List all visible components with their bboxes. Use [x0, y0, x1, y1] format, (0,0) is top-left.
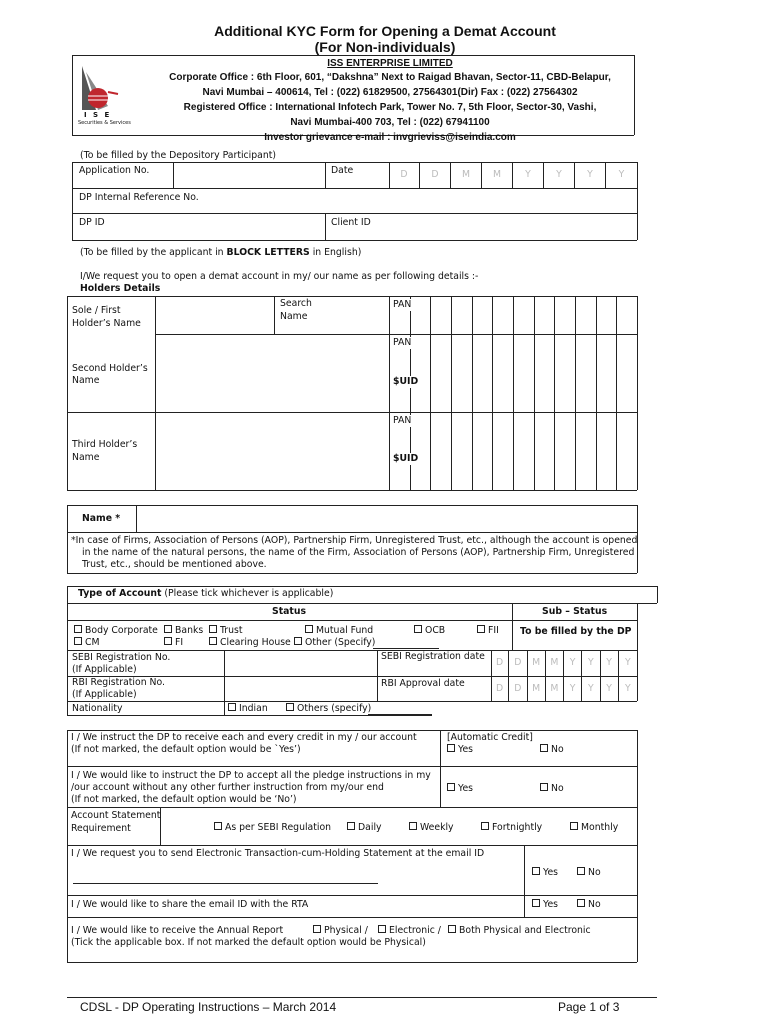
credit-text-1: I / We instruct the DP to receive each and every credit in my / our account: [71, 732, 417, 743]
char-cell-divider: [616, 296, 617, 334]
logo-letters: I S E: [84, 111, 112, 119]
sebi-reg-field[interactable]: [226, 652, 375, 674]
char-cell-divider: [534, 412, 535, 490]
credit-text-2: (If not marked, the default option would be `Yes’): [71, 744, 301, 755]
option-mutual-fund[interactable]: Mutual Fund: [305, 625, 373, 637]
option-monthly[interactable]: Monthly: [570, 822, 618, 834]
option-others-nationality[interactable]: Others (specify): [286, 703, 371, 715]
dp-id-label: DP ID: [79, 217, 105, 228]
date-cell[interactable]: Y: [564, 676, 582, 701]
date-cell[interactable]: Y: [625, 683, 631, 694]
char-cell-divider: [596, 412, 597, 490]
option-other[interactable]: Other (Specify): [294, 637, 375, 649]
checkbox-icon: [409, 822, 417, 830]
second-holder-label-2: Name: [72, 375, 100, 386]
date-label: Date: [331, 165, 354, 176]
pledge-no[interactable]: No: [540, 783, 564, 795]
option-fii[interactable]: FII: [477, 625, 499, 637]
char-cell-divider: [430, 296, 431, 334]
checkbox-icon: [540, 783, 548, 791]
search-name-label-2: Name: [280, 311, 308, 322]
option-banks[interactable]: Banks: [164, 625, 203, 637]
char-cell-divider: [451, 296, 452, 334]
sub-status-heading: Sub – Status: [542, 606, 608, 617]
date-cell[interactable]: M: [528, 650, 546, 676]
email-statement-yes[interactable]: Yes: [532, 867, 558, 879]
date-cell[interactable]: Y: [618, 169, 625, 180]
date-cell[interactable]: Y: [513, 162, 544, 188]
char-cell-divider: [451, 412, 452, 490]
share-email-text: I / We would like to share the email ID with the RTA: [71, 899, 309, 910]
rbi-reg-field[interactable]: [226, 678, 375, 699]
checkbox-icon: [305, 625, 313, 633]
option-fi[interactable]: FI: [164, 637, 183, 649]
second-holder-pan-uid-grid[interactable]: [389, 334, 637, 412]
checkbox-icon: [532, 867, 540, 875]
pledge-yes[interactable]: Yes: [447, 783, 473, 795]
date-cell[interactable]: Y: [601, 650, 619, 676]
checkbox-icon: [570, 822, 578, 830]
checkbox-icon: [164, 625, 172, 633]
request-text: I/We request you to open a demat account in my/ our name as per following details :-: [80, 271, 479, 282]
annual-report-text: I / We would like to receive the Annual Report: [71, 925, 284, 936]
third-holder-name-field[interactable]: [157, 414, 387, 488]
char-cell-divider: [472, 334, 473, 412]
first-holder-label-1: Sole / First: [72, 305, 121, 316]
option-trust[interactable]: Trust: [209, 625, 243, 637]
checkbox-icon: [214, 822, 222, 830]
corporate-office-line1: Corporate Office : 6th Floor, 601, “Dakshna” Next to Raigad Bhavan, Sector-11, CBD-Belapur,: [169, 72, 611, 83]
checkbox-icon: [447, 744, 455, 752]
date-cell[interactable]: D: [389, 162, 420, 188]
date-cell[interactable]: M: [528, 676, 546, 701]
company-name: ISS ENTERPRISE LIMITED: [327, 58, 453, 69]
date-cell[interactable]: M: [546, 676, 564, 701]
credit-no[interactable]: No: [540, 744, 564, 756]
form-subtitle: (For Non-individuals): [314, 39, 456, 55]
footnote-line2: in the name of the natural persons, the name of the Firm, Association of Persons (AOP), Partnership Firm, Unregistered: [82, 547, 635, 558]
share-email-no[interactable]: No: [577, 899, 601, 911]
checkbox-icon: [228, 703, 236, 711]
second-holder-name-field[interactable]: [157, 336, 387, 410]
pledge-text-1: I / We would like to instruct the DP to accept all the pledge instructions in my: [71, 770, 431, 781]
char-cell-divider: [534, 334, 535, 412]
second-uid-label: $UID: [393, 376, 422, 388]
corporate-office-line2: Navi Mumbai – 400614, Tel : (022) 61829500, 27564301(Dir) Fax : (022) 27564302: [202, 87, 578, 98]
option-cm[interactable]: CM: [74, 637, 100, 649]
checkbox-icon: [414, 625, 422, 633]
sebi-reg-date-label: SEBI Registration date: [381, 651, 485, 662]
date-cell[interactable]: Y: [582, 676, 600, 701]
date-cell[interactable]: D: [420, 162, 451, 188]
auto-credit-label: [Automatic Credit]: [447, 732, 533, 743]
checkbox-icon: [378, 925, 386, 933]
option-electronic[interactable]: Electronic /: [378, 925, 441, 937]
rbi-approval-label: RBI Approval date: [381, 678, 465, 689]
checkbox-icon: [294, 637, 302, 645]
option-body-corporate[interactable]: Body Corporate: [74, 625, 158, 637]
date-cell[interactable]: D: [491, 650, 509, 676]
date-cell[interactable]: Y: [544, 162, 575, 188]
char-cell-divider: [575, 412, 576, 490]
checkbox-icon: [164, 637, 172, 645]
char-cell-divider: [492, 412, 493, 490]
date-field[interactable]: [389, 162, 637, 188]
char-cell-divider: [575, 296, 576, 334]
sebi-reg-label-2: (If Applicable): [72, 664, 137, 675]
type-of-account-heading: Type of Account (Please tick whichever is applicable): [78, 588, 334, 599]
checkbox-icon: [74, 625, 82, 633]
checkbox-icon: [74, 637, 82, 645]
date-cell[interactable]: D: [491, 676, 509, 701]
pledge-text-3: (If not marked, the default option would be ‘No’): [71, 794, 297, 805]
dp-note: (To be filled by the Depository Participant): [80, 150, 277, 161]
date-cell[interactable]: Y: [625, 657, 631, 668]
char-cell-divider: [575, 334, 576, 412]
date-cell[interactable]: M: [451, 162, 482, 188]
date-cell[interactable]: M: [546, 650, 564, 676]
third-uid-label: $UID: [393, 453, 422, 465]
option-physical[interactable]: Physical /: [313, 925, 368, 937]
dp-internal-ref-label: DP Internal Reference No.: [79, 192, 199, 203]
char-cell-divider: [492, 296, 493, 334]
char-cell-divider: [472, 412, 473, 490]
registered-office-line1: Registered Office : International Infotech Park, Tower No. 7, 5th Floor, Sector-30, Vashi,: [183, 102, 597, 113]
page-number: Page 1 of 3: [558, 1000, 620, 1014]
nationality-label: Nationality: [72, 703, 123, 714]
share-email-yes[interactable]: Yes: [532, 899, 558, 911]
sebi-reg-date-field[interactable]: [491, 650, 637, 676]
checkbox-icon: [532, 899, 540, 907]
checkbox-icon: [577, 867, 585, 875]
option-indian[interactable]: Indian: [228, 703, 268, 715]
option-weekly[interactable]: Weekly: [409, 822, 454, 834]
form-title: Additional KYC Form for Opening a Demat Account: [214, 23, 556, 39]
pledge-text-2: /our account without any other further instruction from my/our end: [71, 782, 384, 793]
client-id-field[interactable]: [390, 214, 635, 238]
dp-id-field[interactable]: [150, 214, 320, 238]
date-cell[interactable]: Y: [582, 650, 600, 676]
first-holder-pan-grid[interactable]: [389, 296, 637, 334]
option-ocb[interactable]: OCB: [414, 625, 445, 637]
char-cell-divider: [451, 334, 452, 412]
checkbox-icon: [577, 899, 585, 907]
credit-yes[interactable]: Yes: [447, 744, 473, 756]
option-as-per-sebi[interactable]: As per SEBI Regulation: [214, 822, 331, 834]
annual-report-note: (Tick the applicable box. If not marked the default option would be Physical): [71, 937, 426, 948]
application-no-field[interactable]: [174, 163, 324, 187]
company-logo: [78, 62, 138, 128]
email-id-field[interactable]: [73, 866, 378, 882]
date-cell[interactable]: M: [482, 162, 513, 188]
checkbox-icon: [481, 822, 489, 830]
char-cell-divider: [596, 334, 597, 412]
date-cell[interactable]: Y: [601, 676, 619, 701]
rbi-reg-label-2: (If Applicable): [72, 689, 137, 700]
checkbox-icon: [540, 744, 548, 752]
first-holder-label-2: Holder’s Name: [72, 318, 141, 329]
first-holder-name-field[interactable]: [157, 298, 272, 332]
char-cell-divider: [513, 412, 514, 490]
char-cell-divider: [430, 412, 431, 490]
second-holder-label-1: Second Holder’s: [72, 363, 148, 374]
entity-name-field[interactable]: [138, 507, 635, 530]
rbi-approval-date-field[interactable]: [491, 676, 637, 701]
rbi-reg-label-1: RBI Registration No.: [72, 677, 165, 688]
statement-label-2: Requirement: [71, 823, 131, 834]
checkbox-icon: [313, 925, 321, 933]
holders-details-heading: Holders Details: [80, 283, 161, 294]
checkbox-icon: [286, 703, 294, 711]
date-cell[interactable]: Y: [564, 650, 582, 676]
date-cell[interactable]: Y: [575, 162, 606, 188]
checkbox-icon: [447, 783, 455, 791]
registered-office-line2: Navi Mumbai-400 703, Tel : (022) 67941100: [290, 117, 490, 128]
footer-left: CDSL - DP Operating Instructions – March 2014: [80, 1000, 337, 1014]
to-be-filled-by-dp: To be filled by the DP: [520, 626, 632, 637]
email-statement-no[interactable]: No: [577, 867, 601, 879]
char-cell-divider: [472, 296, 473, 334]
third-holder-label-1: Third Holder’s: [72, 439, 138, 450]
statement-label-1: Account Statement: [71, 810, 161, 821]
char-cell-divider: [534, 296, 535, 334]
checkbox-icon: [347, 822, 355, 830]
date-cell[interactable]: D: [509, 650, 527, 676]
char-cell-divider: [554, 334, 555, 412]
logo-tagline: Securities & Services: [78, 120, 131, 126]
char-cell-divider: [513, 296, 514, 334]
third-holder-pan-uid-grid[interactable]: [389, 412, 637, 490]
application-no-label: Application No.: [79, 165, 150, 176]
char-cell-divider: [554, 296, 555, 334]
option-clearing-house[interactable]: Clearing House: [209, 637, 291, 649]
name-star-label: Name *: [82, 513, 121, 524]
third-pan-label: PAN: [393, 415, 415, 427]
search-name-label-1: Search: [280, 298, 312, 309]
third-holder-label-2: Name: [72, 452, 100, 463]
checkbox-icon: [477, 625, 485, 633]
char-cell-divider: [554, 412, 555, 490]
char-cell-divider: [616, 334, 617, 412]
grievance-email: Investor grievance e-mail : invgrieviss@iseindia.com: [264, 132, 516, 143]
first-pan-label: PAN: [393, 299, 415, 311]
footnote-line1: *In case of Firms, Association of Persons (AOP), Partnership Firm, Unregistered Trust, etc., although the account is opened: [71, 535, 638, 546]
sebi-reg-label-1: SEBI Registration No.: [72, 652, 171, 663]
footnote-line3: Trust, etc., should be mentioned above.: [82, 559, 267, 570]
char-cell-divider: [430, 334, 431, 412]
second-pan-label: PAN: [393, 337, 415, 349]
checkbox-icon: [448, 925, 456, 933]
char-cell-divider: [596, 296, 597, 334]
checkbox-icon: [209, 625, 217, 633]
option-both[interactable]: Both Physical and Electronic: [448, 925, 591, 937]
email-statement-text: I / We request you to send Electronic Transaction-cum-Holding Statement at the email ID: [71, 848, 487, 860]
char-cell-divider: [492, 334, 493, 412]
status-heading: Status: [272, 606, 307, 617]
option-daily[interactable]: Daily: [347, 822, 382, 834]
char-cell-divider: [616, 412, 617, 490]
date-cell[interactable]: D: [509, 676, 527, 701]
applicant-note: (To be filled by the applicant in BLOCK LETTERS in English): [80, 247, 362, 258]
option-fortnightly[interactable]: Fortnightly: [481, 822, 542, 834]
char-cell-divider: [513, 334, 514, 412]
checkbox-icon: [209, 637, 217, 645]
client-id-label: Client ID: [331, 217, 371, 228]
